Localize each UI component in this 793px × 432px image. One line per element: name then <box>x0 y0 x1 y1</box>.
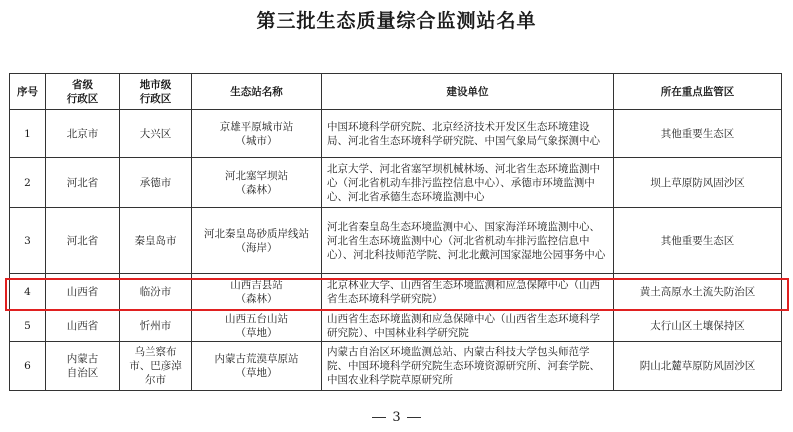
cell-station: 山西五台山站 （草地） <box>192 310 322 342</box>
cell-station: 京雄平原城市站 （城市） <box>192 110 322 158</box>
table-row <box>10 208 782 274</box>
cell-city: 大兴区 <box>120 110 192 158</box>
cell-province: 河北省 <box>46 158 120 208</box>
page-number <box>0 410 793 425</box>
cell-province: 内蒙古 自治区 <box>46 342 120 391</box>
dash-right <box>407 417 421 418</box>
cell-index: 6 <box>10 342 46 391</box>
cell-unit: 河北省秦皇岛生态环境监测中心、国家海洋环境监测中心、河北省生态环境监测中心（河北省机动车排污监控信息中心）、河北科技师范学院、河北北戴河国家湿地公园事务中心 <box>322 208 614 274</box>
station-table <box>9 73 782 391</box>
header-city: 地市级 行政区 <box>120 74 192 110</box>
table-row-highlighted <box>10 274 782 310</box>
cell-unit: 山西省生态环境监测和应急保障中心（山西省生态环境科学研究院）、中国林业科学研究院 <box>322 310 614 342</box>
cell-unit: 中国环境科学研究院、北京经济技术开发区生态环境建设局、河北省生态环境科学研究院、中国气象局气象探测中心 <box>322 110 614 158</box>
table-row <box>10 310 782 342</box>
header-unit: 建设单位 <box>322 74 614 110</box>
cell-unit: 北京林业大学、山西省生态环境监测和应急保障中心（山西省生态环境科学研究院） <box>322 274 614 310</box>
cell-zone: 黄土高原水土流失防治区 <box>614 274 782 310</box>
cell-province: 北京市 <box>46 110 120 158</box>
cell-station: 河北秦皇岛砂质岸线站 （海岸） <box>192 208 322 274</box>
cell-zone: 其他重要生态区 <box>614 208 782 274</box>
cell-zone: 阴山北麓草原防风固沙区 <box>614 342 782 391</box>
cell-index: 1 <box>10 110 46 158</box>
cell-city: 临汾市 <box>120 274 192 310</box>
table-row <box>10 158 782 208</box>
table-header-row <box>10 74 782 110</box>
header-province: 省级 行政区 <box>46 74 120 110</box>
cell-unit: 内蒙古自治区环境监测总站、内蒙古科技大学包头师范学院、中国环境科学研究院生态环境资源研究所、河套学院、中国农业科学院草原研究所 <box>322 342 614 391</box>
cell-city: 秦皇岛市 <box>120 208 192 274</box>
header-zone: 所在重点监管区 <box>614 74 782 110</box>
page-title: 第三批生态质量综合监测站名单 <box>256 10 537 32</box>
table-row <box>10 110 782 158</box>
cell-zone: 太行山区土壤保持区 <box>614 310 782 342</box>
cell-province: 山西省 <box>46 310 120 342</box>
cell-index: 5 <box>10 310 46 342</box>
dash-left <box>372 417 386 418</box>
cell-zone: 其他重要生态区 <box>614 110 782 158</box>
cell-station: 内蒙古荒漠草原站 （草地） <box>192 342 322 391</box>
header-station: 生态站名称 <box>192 74 322 110</box>
cell-city: 忻州市 <box>120 310 192 342</box>
page-number-value: 3 <box>392 410 401 425</box>
cell-city: 承德市 <box>120 158 192 208</box>
cell-province: 河北省 <box>46 208 120 274</box>
header-index: 序号 <box>10 74 46 110</box>
cell-province: 山西省 <box>46 274 120 310</box>
cell-station: 山西吉县站 （森林） <box>192 274 322 310</box>
cell-index: 4 <box>10 274 46 310</box>
cell-zone: 坝上草原防风固沙区 <box>614 158 782 208</box>
cell-station: 河北塞罕坝站 （森林） <box>192 158 322 208</box>
cell-city: 乌兰察布 市、巴彦淖 尔市 <box>120 342 192 391</box>
table-row <box>10 342 782 391</box>
cell-unit: 北京大学、河北省塞罕坝机械林场、河北省生态环境监测中心（河北省机动车排污监控信息中心）、承德市环境监测中心、河北省承德生态环境监测中心 <box>322 158 614 208</box>
cell-index: 3 <box>10 208 46 274</box>
cell-index: 2 <box>10 158 46 208</box>
